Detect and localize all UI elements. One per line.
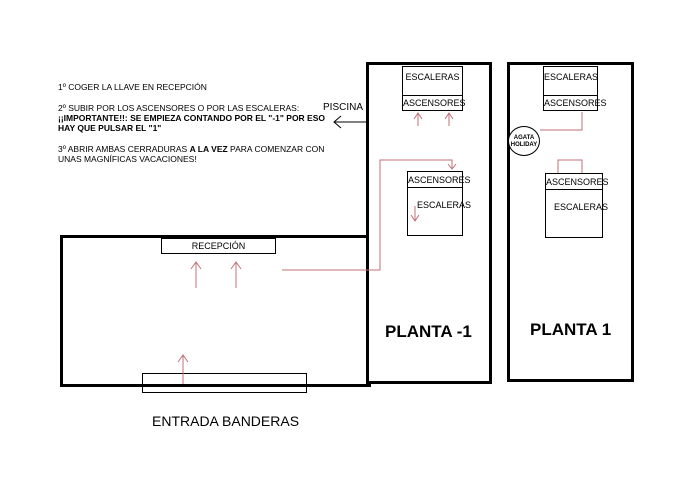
planta-menos1-title: PLANTA -1 [385,322,472,341]
instruction-step-2-line-1: 2º SUBIR POR LOS ASCENSORES O POR LAS ESCALERAS: [58,103,300,113]
apartment-label-line-1: AGATA [513,135,535,141]
agata-holiday-apartment [508,126,540,156]
planta-menos1-top-stairs-label: ESCALERAS [405,72,460,82]
planta-1-mid-stairs-label: ESCALERAS [554,202,609,212]
pool-label: PISCINA [323,102,364,113]
apartment-label-line-2: HOLIDAY [510,142,538,148]
entrance-label: ENTRADA BANDERAS [152,413,300,429]
reception-label: RECEPCIÓN [191,241,246,251]
planta-1-top-elevators-label: ASCENSORES [544,98,607,108]
planta-menos1-mid-elevators-label: ASCENSORES [408,175,471,185]
instruction-step-3-part-c: PARA COMENZAR CON [227,144,325,154]
planta-menos1-mid-elevators-block [407,171,471,188]
instruction-step-1: 1º COGER LA LLAVE EN RECEPCIÓN [58,82,207,92]
planta-menos1-top-elevators-block [402,95,466,111]
ground-floor-outline [60,235,371,387]
instruction-step-2-line-3: HAY QUE PULSAR EL "1" [58,123,162,133]
reception-desk [161,238,276,254]
instruction-step-3-line-2: UNAS MAGNÍFICAS VACACIONES! [58,154,197,164]
entrance-door [142,373,307,393]
planta-menos1-mid-stairs-label: ESCALERAS [417,200,472,210]
planta-1-title: PLANTA 1 [530,320,612,339]
instruction-step-3-part-a: 3º ABRIR AMBAS CERRADURAS [58,144,190,154]
planta-menos1-top-elevators-label: ASCENSORES [403,98,466,108]
instruction-step-3-emphasis: A LA VEZ [189,144,228,154]
planta-1-mid-elevators-label: ASCENSORES [546,177,609,187]
planta-1-top-elevators-block [543,95,607,111]
pool-arrow [334,116,366,128]
instruction-step-3-line-1 [58,144,324,154]
instruction-step-2-line-2: ¡¡IMPORTANTE!!: SE EMPIEZA CONTANDO POR EL "-1" POR ESO [58,113,326,123]
planta-1-top-stairs-label: ESCALERAS [544,72,599,82]
planta-1-mid-elevators-block [545,173,609,190]
